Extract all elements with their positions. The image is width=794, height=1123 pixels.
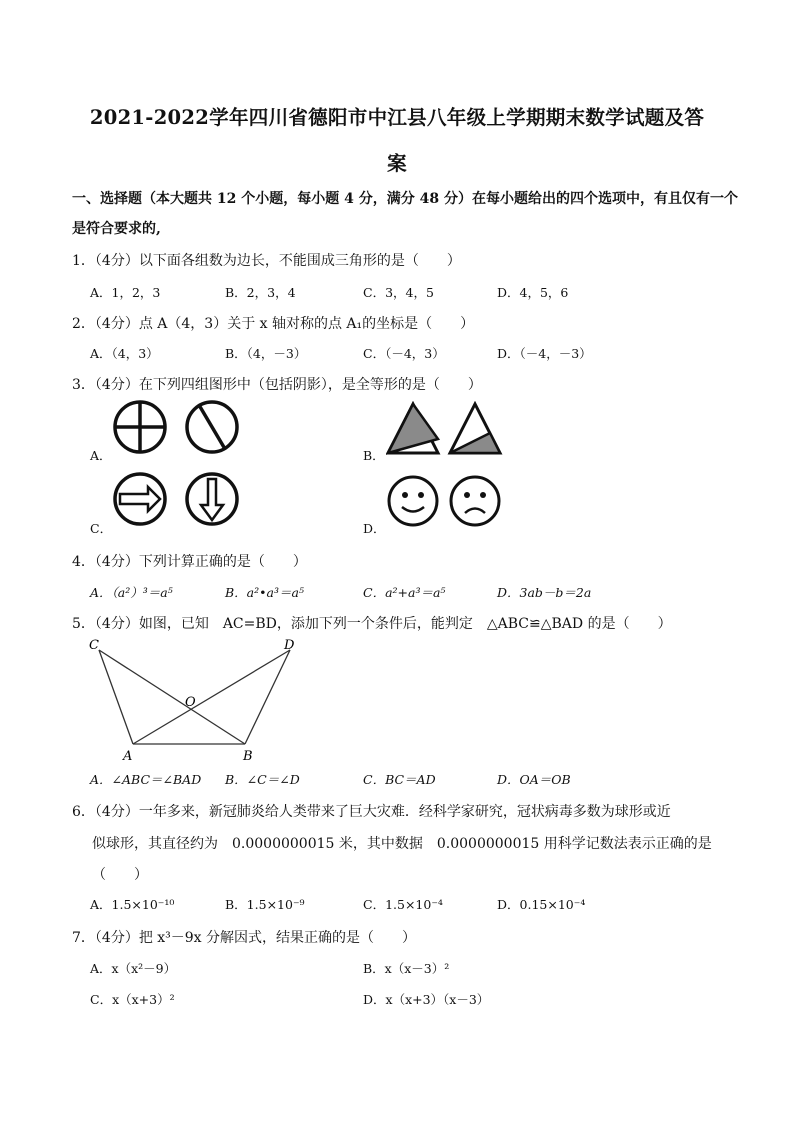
question-4-option-c: C．a²+a³＝a⁵ <box>363 585 446 600</box>
question-7-option-b: B．x（x－3）² <box>363 961 450 976</box>
question-3-label-d: D． <box>363 521 386 536</box>
question-1-option-a: A．1，2，3 <box>90 285 161 300</box>
question-3-figure-d <box>386 473 506 531</box>
question-3-label-a: A． <box>90 448 112 463</box>
question-7-option-c: C．x（x+3）² <box>90 992 175 1007</box>
page-title-line1: 2021-2022学年四川省德阳市中江县八年级上学期期末数学试题及答 <box>89 106 705 129</box>
question-3-figure-a <box>110 399 250 459</box>
question-5-option-a: A．∠ABC＝∠BAD <box>90 772 202 787</box>
question-6-stem-line3: （ ） <box>92 867 148 883</box>
point-label-a: A <box>123 749 133 764</box>
question-3-figure-c <box>110 471 250 531</box>
question-2-option-a: A．（4，3） <box>90 346 159 361</box>
question-2-option-b: B．（4，－3） <box>225 346 307 361</box>
question-5-option-d: D．OA＝OB <box>497 772 571 787</box>
question-5-stem: 5．（4分）如图，已知 AC=BD，添加下列一个条件后，能判定 △ABC≌△BAD 的是（ ） <box>72 616 672 632</box>
circle-cross-icon <box>115 402 165 452</box>
point-label-o: O <box>185 695 196 710</box>
point-label-d: D <box>284 638 295 653</box>
question-2-option-d: D．（－4，－3） <box>497 346 592 361</box>
section-heading-line2: 是符合要求的, <box>72 221 161 237</box>
question-6-option-d: D．0.15×10⁻⁴ <box>497 897 586 912</box>
question-7-option-d: D．x（x+3）（x－3） <box>363 992 490 1007</box>
question-1-stem: 1．（4分）以下面各组数为边长，不能围成三角形的是（ ） <box>72 253 461 269</box>
question-6-stem-line1: 6．（4分）一年多来，新冠肺炎给人类带来了巨大灾难．经科学家研究，冠状病毒多数为球形或近 <box>72 804 671 820</box>
page-title-line2: 案 <box>387 152 407 175</box>
question-4-stem: 4．（4分）下列计算正确的是（ ） <box>72 554 307 570</box>
circle-slash-icon <box>187 402 237 452</box>
question-6-stem-line2: 似球形，其直径约为 0.0000000015 米，其中数据 0.0000000015 用科学记数法表示正确的是 <box>92 836 712 852</box>
question-7-option-a: A．x（x²－9） <box>90 961 177 976</box>
question-7-stem: 7．（4分）把 x³－9x 分解因式，结果正确的是（ ） <box>72 930 417 946</box>
point-label-c: C <box>89 638 99 653</box>
circle-right-arrow-icon <box>115 474 165 524</box>
question-6-option-b: B．1.5×10⁻⁹ <box>225 897 305 912</box>
question-4-option-b: B．a²•a³＝a⁵ <box>225 585 304 600</box>
smiling-face-icon <box>389 477 437 525</box>
question-1-option-d: D．4，5，6 <box>497 285 569 300</box>
question-3-label-c: C． <box>90 521 113 536</box>
question-1-option-b: B．2，3，4 <box>225 285 296 300</box>
shaded-triangle-left-icon <box>388 404 438 453</box>
question-6-option-a: A．1.5×10⁻¹⁰ <box>90 897 175 912</box>
question-5-figure <box>85 636 305 764</box>
question-3-stem: 3．（4分）在下列四组图形中（包括阴影），是全等形的是（ ） <box>72 377 482 393</box>
question-6-option-c: C．1.5×10⁻⁴ <box>363 897 443 912</box>
question-4-option-a: A．（a²）³＝a⁵ <box>90 585 173 600</box>
question-2-stem: 2．（4分）点 A（4，3）关于 x 轴对称的点 A₁的坐标是（ ） <box>72 316 475 332</box>
circle-down-arrow-icon <box>187 474 237 524</box>
point-label-b: B <box>243 749 253 764</box>
shaded-triangle-right-icon <box>450 404 500 453</box>
question-3-figure-b <box>386 401 506 459</box>
question-1-option-c: C．3，4，5 <box>363 285 434 300</box>
question-2-option-c: C．（－4，3） <box>363 346 445 361</box>
question-3-label-b: B． <box>363 448 385 463</box>
section-heading-line1: 一、选择题（本大题共 12 个小题，每小题 4 分，满分 48 分）在每小题给出的四个选项中，有且仅有一个 <box>72 191 738 207</box>
question-5-option-c: C．BC＝AD <box>363 772 436 787</box>
question-5-option-b: B．∠C＝∠D <box>225 772 300 787</box>
sad-face-icon <box>451 477 499 525</box>
question-4-option-d: D．3ab－b＝2a <box>497 585 592 600</box>
